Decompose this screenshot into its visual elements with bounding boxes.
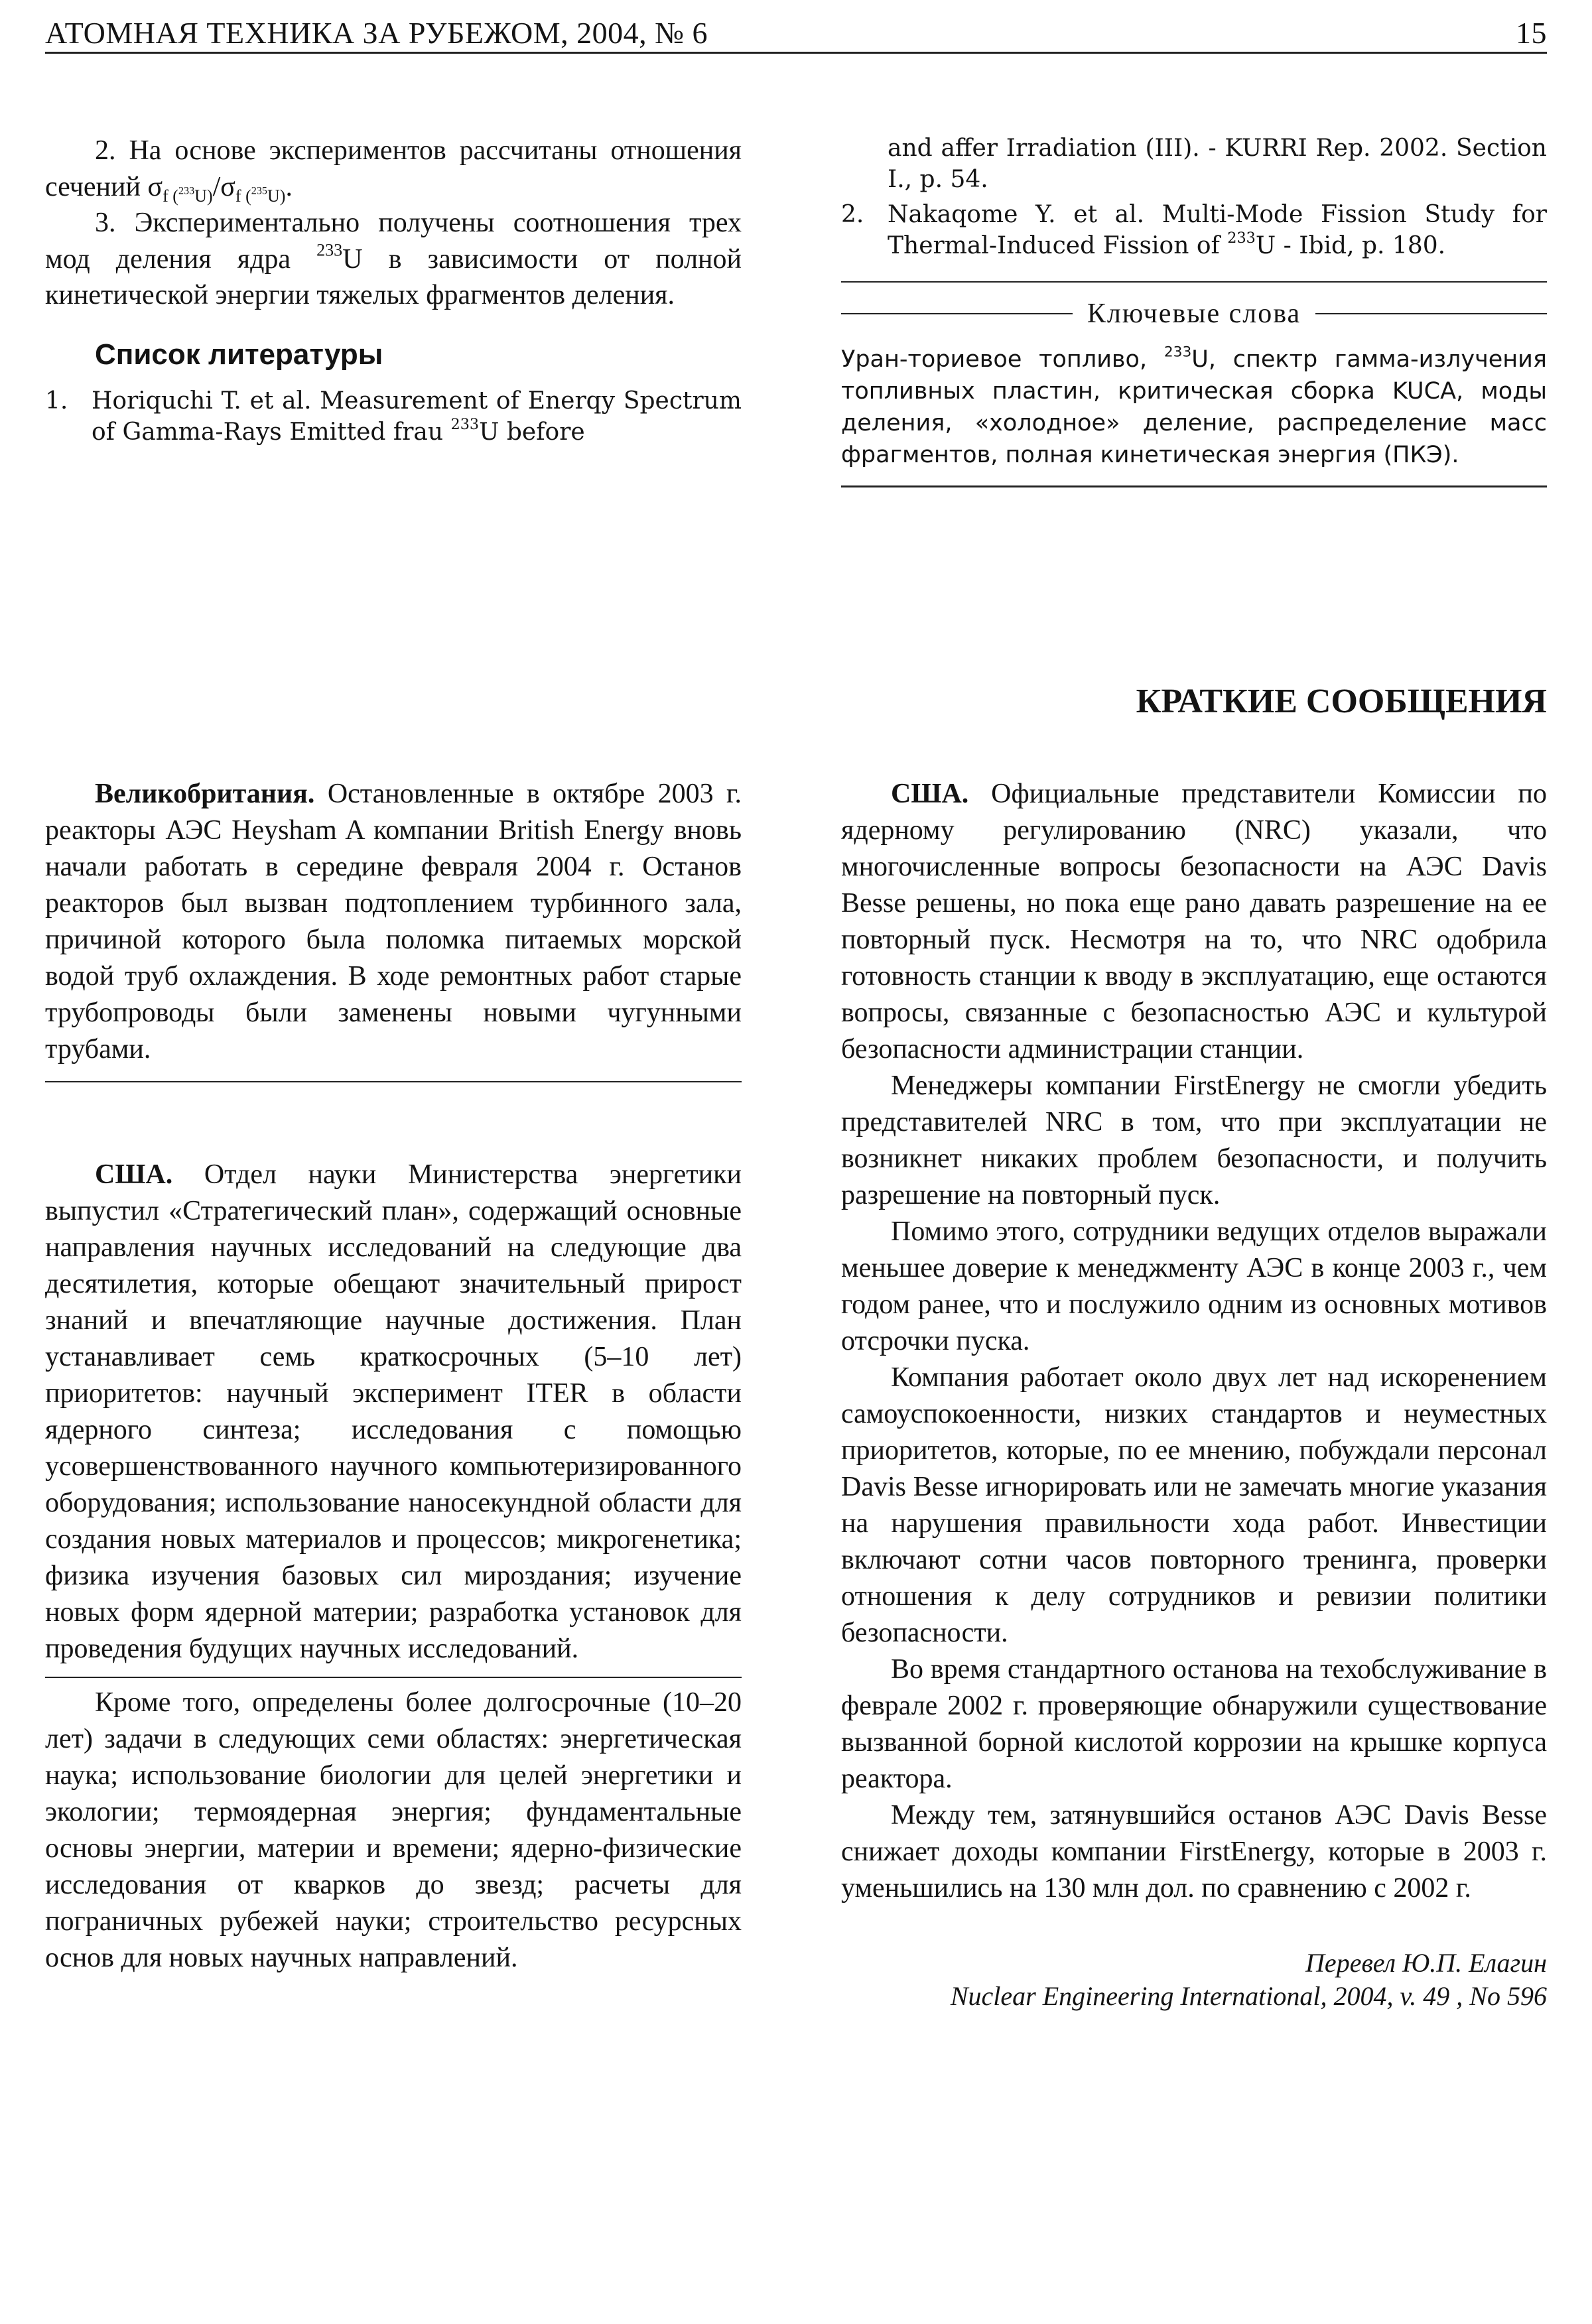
- news-separator-2: [45, 1677, 742, 1678]
- news-usa-doe-continued: Кроме того, определены более долгосрочные (10–20 лет) задачи в следующих семи областях: энергетическая наука; использование биологии для целей энергетики и экологии; термоядерная энергия; фундаментальные основы энергии, материи и времени; ядерно-физические исследования от кварков до звезд; расчеты для пограничных рубежей науки; строительство ресурсных основ для новых научных направлений.: [45, 1687, 742, 1973]
- left-top-column: [45, 133, 742, 448]
- source-credit: Nuclear Engineering International, 2004, v. 49 , No 596: [950, 1981, 1547, 2011]
- references-title: Список литературы: [95, 338, 383, 371]
- conclusion-item-2: 2. На основе экспериментов рассчитаны отношения сечений $\sigma_{f (^{233}U)}/\sigma_{f (^{235}U)}$.: [45, 135, 742, 206]
- news-usa-nrc-p4: Компания работает около двух лет над искоренением самоуспокоенности, низких стандартов и неуместных приоритетов, которые, по ее мнению, побуждали персонал Davis Besse игнорировать или не замечать многие указания на нарушения правильности хода работ. Инвестиции включают сотни часов повторного тренинга, проверки отношения к делу сотрудников и ревизии политики безопасности.: [841, 1362, 1547, 1648]
- right-news-column: [841, 776, 1547, 2013]
- left-news-column: [45, 776, 742, 1976]
- reference-1: 1. Horiquchi T. et al. Measurement of Enerqy Spectrum of Gamma-Rays Emitted frau $^{233}$U before: [45, 387, 742, 446]
- keywords-bottom-rule: [841, 485, 1547, 487]
- right-top-column: [841, 133, 1547, 487]
- translator-credit: Перевел Ю.П. Елагин: [1305, 1948, 1547, 1978]
- news-uk: Великобритания. Остановленные в октябре 2003 г. реакторы АЭС Heysham A компании British Energy вновь начали работать в середине февраля 2004 г. Останов реакторов был вызван подтоплением турбинного зала, причиной которого была поломка питаемых морской водой труб охлаждения. В ходе ремонтных работ старые трубопроводы были заменены новыми чугунными трубами.: [45, 779, 742, 1065]
- news-usa-nrc: США. Официальные представители Комиссии по ядерному регулированию (NRC) указали, что многочисленные вопросы безопасности на АЭС Davis Besse решены, но пока еще рано давать разрешение на ее повторный пуск. Несмотря на то, что NRC одобрила готовность станции к вводу в эксплуатацию, еще остаются вопросы, связанные с безопасностью АЭС и культурой безопасности администрации станции.: [841, 779, 1547, 1065]
- section-title: КРАТКИЕ СООБЩЕНИЯ: [1136, 682, 1547, 720]
- news-usa-nrc-p6: Между тем, затянувшийся останов АЭС Davis Besse снижает доходы компании FirstEnergy, которые в 2003 г. уменьшились на 130 млн дол. по сравнению с 2002 г.: [841, 1800, 1547, 1904]
- reference-1-continued: and affer Irradiation (III). - KURRI Rep. 2002. Section I., p. 54.: [888, 135, 1547, 193]
- header-rule: [45, 52, 1547, 54]
- keywords-title: Ключевые слова: [841, 296, 1547, 332]
- keywords-top-rule: [841, 281, 1547, 283]
- news-usa-nrc-p3: Помимо этого, сотрудники ведущих отделов выражали меньшее доверие к менеджменту АЭС в конце 2003 г., чем годом ранее, что и послужило одним из основных мотивов отсрочки пуска.: [841, 1216, 1547, 1356]
- reference-2: 2. Nakaqome Y. et al. Multi-Mode Fission Study for Thermal-Induced Fission of $^{233}$U - Ibid, p. 180.: [841, 201, 1547, 259]
- conclusion-item-3: 3. Экспериментально получены соотношения трех мод деления ядра $^{233}$U в зависимости от полной кинетической энергии тяжелых фрагментов деления.: [45, 208, 742, 310]
- news-usa-nrc-p5: Во время стандартного останова на техобслуживание в феврале 2002 г. проверяющие обнаружили существование вызванной борной кислотой коррозии на крышке корпуса реактора.: [841, 1654, 1547, 1794]
- journal-header: АТОМНАЯ ТЕХНИКА ЗА РУБЕЖОМ, 2004, № 6: [45, 16, 708, 50]
- page-number: 15: [1516, 16, 1547, 50]
- keywords-text: Уран-ториевое топливо, $^{233}$U, спектр гамма-излучения топливных пластин, критическая сборка KUCA, моды деления, «холодное» деление, распределение масс фрагментов, полная кинетическая энергия (ПКЭ).: [841, 344, 1547, 468]
- news-usa-doe: США. Отдел науки Министерства энергетики выпустил «Стратегический план», содержащий основные направления научных исследований на следующие два десятилетия, которые обещают значительный прирост знаний и впечатляющие научные достижения. План устанавливает семь краткосрочных (5–10 лет) приоритетов: научный эксперимент ITER в области ядерного синтеза; исследования с помощью усовершенствованного научного компьютеризированного оборудования; использование наносекундной области для создания новых материалов и процессов; микрогенетика; физика изучения базовых сил мироздания; изучение новых форм ядерной материи; разработка установок для проведения будущих научных исследований.: [45, 1159, 742, 1664]
- news-usa-nrc-p2: Менеджеры компании FirstEnergy не смогли убедить представителей NRC в том, что при эксплуатации не возникнет никаких проблем безопасности, и получить разрешение на повторный пуск.: [841, 1070, 1547, 1210]
